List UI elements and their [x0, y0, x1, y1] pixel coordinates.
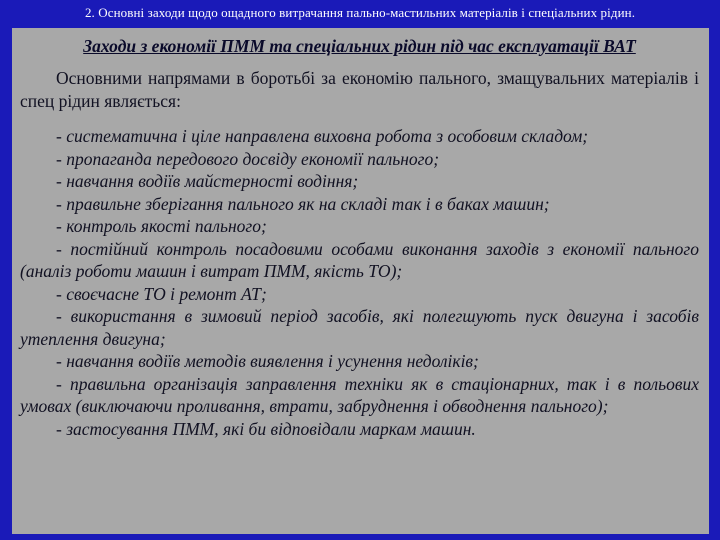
list-item: - застосування ПММ, які би відповідали маркам машин. [56, 418, 476, 439]
list-item: - навчання водіїв методів виявлення і усунення недоліків; [56, 351, 479, 371]
intro-paragraph: Основними напрямами в боротьбі за економію пального, змащувальних матеріалів і спец рідин являється: [20, 68, 699, 111]
list-item: - правильна організація заправлення техніки як в стаціонарних, так і в польових умовах (виключаючи проливання, втрати, забруднення і обводнення пального); [20, 373, 699, 416]
content-panel [12, 28, 709, 534]
list-item: - своєчасне ТО і ремонт АТ; [56, 283, 267, 304]
slide-header-bar [0, 0, 720, 27]
list-item: - використання в зимовий період засобів, які полегшують пуск двигуна і засобів утеплення двигуна; [20, 306, 699, 349]
section-title [0, 5, 720, 21]
slide-heading: Заходи з економії ПММ та спеціальних рідин під час експлуатації ВАТ [83, 36, 636, 56]
list-item: - пропаганда передового досвіду економії пального; [56, 148, 440, 169]
list-item: - постійний контроль посадовими особами виконання заходів з економії пального (аналіз роботи машин і витрат ПММ, якість ТО); [20, 238, 699, 281]
list-item: - контроль якості пального; [56, 216, 267, 236]
list-item: - правильне зберігання пального як на складі так і в баках машин; [56, 193, 550, 214]
section-title-text: 2. Основні заходи щодо ощадного витрачання пально-мастильних матеріалів і спеціальних рідин. [84, 5, 636, 20]
list-item: - систематична і ціле направлена виховна робота з особовим складом; [56, 126, 589, 146]
list-item: - навчання водіїв майстерності водіння; [56, 171, 359, 191]
